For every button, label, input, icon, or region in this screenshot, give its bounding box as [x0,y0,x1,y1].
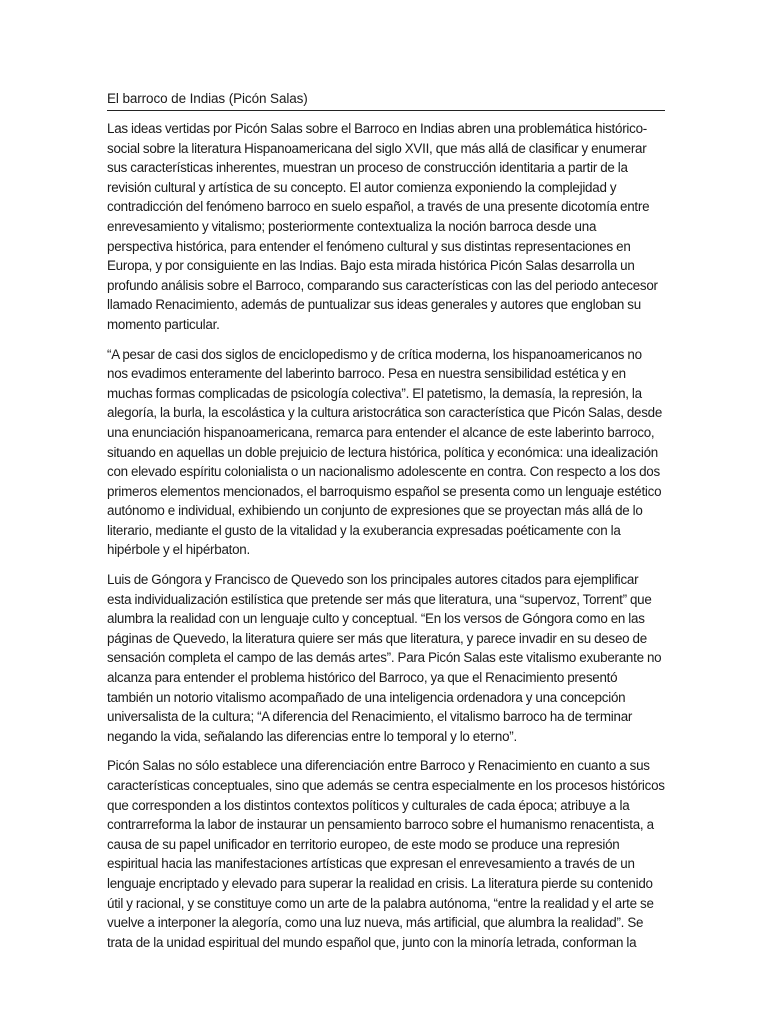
document-page [107,90,665,962]
document-title: El barroco de Indias (Picón Salas) [107,91,308,106]
paragraph-3: Luis de Góngora y Francisco de Quevedo son los principales autores citados para ejemplificar esta individualización estilística que pretende ser más que literatura, una “supervoz, Torrent” que alumbra la realidad con un lenguaje culto y conceptual. “En los versos de Góngora como en las páginas de Quevedo, la literatura quiere ser más que literatura, y parece invadir en su deseo de sensación completa el campo de las demás artes”. Para Picón Salas este vitalismo exuberante no alcanza para entender el problema histórico del Barroco, ya que el Renacimiento presentó también un notorio vitalismo acompañado de una inteligencia ordenadora y una concepción universalista de la cultura; “A diferencia del Renacimiento, el vitalismo barroco ha de terminar negando la vida, señalando las diferencias entre lo temporal y lo eterno”. [107,572,662,744]
paragraph-2: “A pesar de casi dos siglos de enciclopedismo y de crítica moderna, los hispanoamericanos no nos evadimos enteramente del laberinto barroco. Pesa en nuestra sensibilidad estética y en muchas formas complicadas de psicología colectiva”. El patetismo, la demasía, la represión, la alegoría, la burla, la escolástica y la cultura aristocrática son característica que Picón Salas, desde una enunciación hispanoamericana, remarca para entender el alcance de este laberinto barroco, situando en aquellas un doble prejuicio de lectura histórica, política y económica: una idealización con elevado espíritu colonialista o un nacionalismo adolescente en contra. Con respecto a los dos primeros elementos mencionados, el barroquismo español se presenta como un lenguaje estético autónomo e individual, exhibiendo un conjunto de expresiones que se proyectan más allá de lo literario, mediante el gusto de la vitalidad y la exuberancia expresadas poéticamente con la hipérbole y el hipérbaton. [107,346,663,558]
paragraph-1: Las ideas vertidas por Picón Salas sobre el Barroco en Indias abren una problemática histórico-social sobre la literatura Hispanoamericana del siglo XVII, que más allá de clasificar y enumerar sus características inherentes, muestran un proceso de construcción identitaria a partir de la revisión cultural y artística de su concepto. El autor comienza exponiendo la complejidad y contradicción del fenómeno barroco en suelo español, a través de una presente dicotomía entre enrevesamiento y vitalismo; posteriormente contextualiza la noción barroca desde una perspectiva histórica, para entender el fenómeno cultural y sus distintas representaciones en Europa, y por consiguiente en las Indias. Bajo esta mirada histórica Picón Salas desarrolla un profundo análisis sobre el Barroco, comparando sus características con las del periodo antecesor llamado Renacimiento, además de puntualizar sus ideas generales y autores que engloban su momento particular. [107,121,658,332]
title-divider [107,110,665,111]
paragraph-4: Picón Salas no sólo establece una diferenciación entre Barroco y Renacimiento en cuanto a sus características conceptuales, sino que además se centra especialmente en los procesos históricos que corresponden a los distintos contextos políticos y culturales de cada época; atribuye a la contrarreforma la labor de instaurar un pensamiento barroco sobre el humanismo renacentista, a causa de su papel unificador en territorio europeo, de este modo se produce una represión espiritual hacia las manifestaciones artísticas que expresan el enrevesamiento a través de un lenguaje encriptado y elevado para superar la realidad en crisis. La literatura pierde su contenido útil y racional, y se constituye como un arte de la palabra autónoma, “entre la realidad y el arte se vuelve a interponer la alegoría, como una luz nueva, más artificial, que alumbra la realidad”. Se trata de la unidad espiritual del mundo español que, junto con la minoría letrada, conforman la [107,758,665,950]
